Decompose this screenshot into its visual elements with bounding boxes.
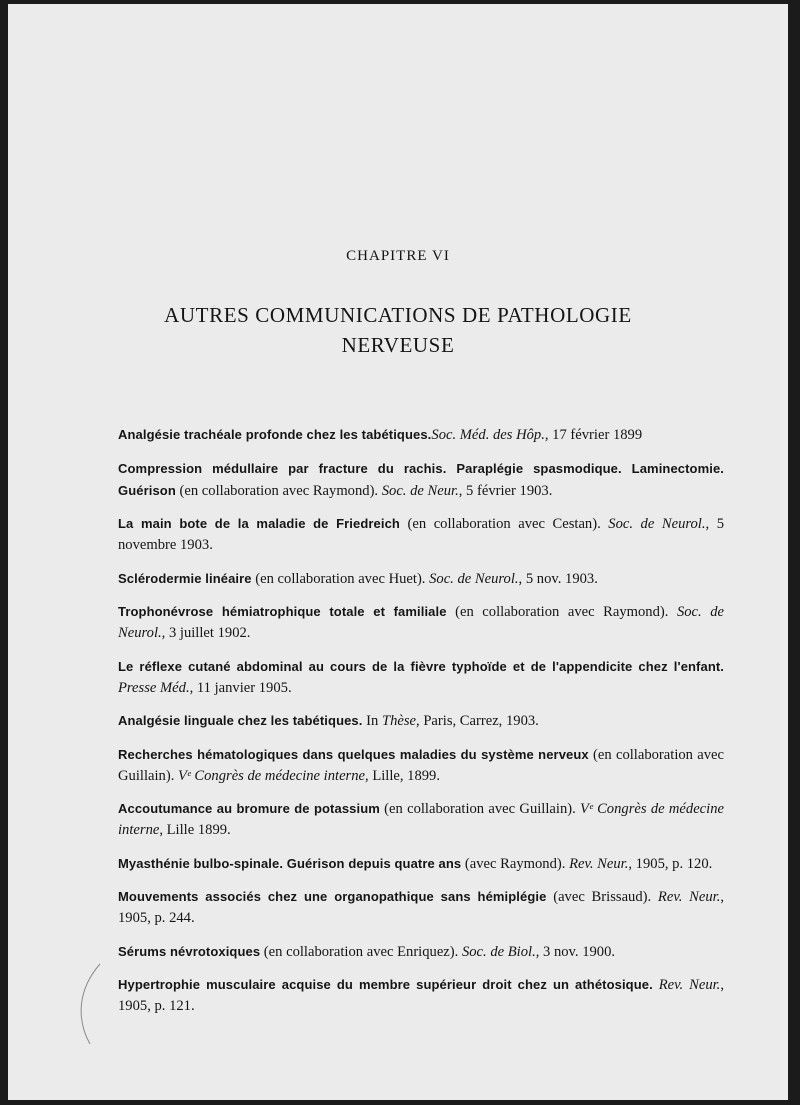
bibliography-entry — [118, 744, 724, 787]
entry-date: , 5 novembre 1903. — [118, 516, 725, 553]
entry-date: , 3 juillet 1902. — [161, 625, 251, 641]
bibliography-entry — [118, 798, 724, 841]
entry-publication: Rev. Neur. — [658, 977, 721, 993]
bibliography-entry — [118, 656, 724, 699]
entry-details: (avec Raymond). — [461, 855, 570, 872]
entry-details: In — [362, 713, 382, 729]
entry-date: , 5 nov. 1903. — [518, 570, 598, 587]
entry-publication: Soc. Méd. des Hôp. — [431, 427, 545, 443]
chapter-label: CHAPITRE VI — [346, 248, 450, 264]
chapter-title-line-1: AUTRES COMMUNICATIONS DE PATHOLOGIE — [164, 303, 632, 327]
entry-title: Compression médullaire par fracture du rachis. Paraplégie spasmodique. Laminectomie. Guérison — [118, 460, 724, 498]
bibliography-entry — [118, 601, 724, 644]
bibliography-entry — [118, 853, 724, 875]
entry-date: , 1905, p. 120. — [628, 855, 713, 872]
entry-date: , Lille 1899. — [159, 822, 231, 838]
entry-title: Accoutumance au bromure de potassium — [118, 801, 380, 816]
entry-details: (en collaboration avec Raymond). — [446, 604, 677, 620]
entry-publication: Soc. de Neurol. — [118, 604, 724, 641]
entry-title: Analgésie trachéale profonde chez les tabétiques. — [118, 427, 432, 442]
entry-publication: Soc. de Biol. — [461, 943, 536, 960]
entry-date: , 11 janvier 1905. — [189, 679, 292, 696]
entry-date: , 3 nov. 1900. — [535, 943, 616, 960]
entry-title: Le réflexe cutané abdominal au cours de la fièvre typhoïde et de l'appendicite chez l'enfant. — [118, 658, 724, 674]
entry-details: (en collaboration avec Enriquez). — [260, 943, 462, 960]
entry-publication: Rev. Neur. — [569, 855, 629, 872]
book-page — [8, 4, 788, 1100]
entry-title: Mouvements associés chez une organopathique sans hémiplégie — [118, 889, 547, 904]
bibliography-entry — [118, 568, 724, 590]
page-edge-mark — [70, 959, 110, 1049]
entry-publication: Rev. Neur. — [657, 889, 721, 905]
entry-title: Recherches hématologiques dans quelques maladies du système nerveux — [118, 746, 589, 762]
entry-details: (en collaboration avec Guillain). — [118, 746, 724, 784]
bibliography-entry — [118, 886, 724, 929]
bibliography-entry — [118, 458, 724, 502]
bibliography-entry — [118, 974, 724, 1017]
entry-title: Hypertrophie musculaire acquise du membre supérieur droit chez un athétosique. — [118, 977, 653, 992]
entry-title: La main bote de la maladie de Friedreich — [118, 516, 400, 531]
entry-title: Sérums névrotoxiques — [118, 943, 261, 959]
entry-details: (en collaboration avec Raymond). — [175, 482, 382, 499]
entry-date: , 5 février 1903. — [458, 482, 553, 499]
bibliography-entry — [118, 710, 724, 732]
entry-date: , Paris, Carrez, 1903. — [416, 713, 539, 729]
entry-publication: Soc. de Neur. — [381, 482, 459, 499]
entry-publication: Presse Méd. — [118, 679, 190, 696]
entry-title: Myasthénie bulbo-spinale. Guérison depuis quatre ans — [118, 855, 462, 871]
entry-date: , 17 février 1899 — [544, 427, 643, 443]
entry-details: (avec Brissaud). — [546, 889, 658, 905]
bibliography-entry — [118, 513, 724, 556]
entry-date: , 1905, p. 121. — [118, 977, 724, 1014]
entry-details: (en collaboration avec Guillain). — [379, 801, 581, 817]
entry-details: (en collaboration avec Huet). — [251, 570, 430, 587]
entry-publication: Vᵉ Congrès de médecine interne — [118, 801, 724, 838]
bibliography-entry — [118, 424, 724, 446]
communications-list — [118, 424, 724, 1029]
chapter-title — [8, 300, 788, 360]
entry-title: Analgésie linguale chez les tabétiques. — [118, 713, 363, 728]
entry-publication: Thèse — [381, 713, 417, 729]
entry-title: Trophonévrose hémiatrophique totale et familiale — [118, 604, 447, 619]
entry-title: Sclérodermie linéaire — [118, 570, 252, 586]
bibliography-entry — [118, 941, 724, 963]
chapter-title-line-2: NERVEUSE — [341, 333, 455, 357]
entry-details: (en collaboration avec Cestan). — [399, 516, 609, 532]
entry-date: , 1905, p. 244. — [118, 889, 724, 926]
entry-date: , Lille, 1899. — [365, 767, 441, 784]
entry-publication: Soc. de Neurol. — [429, 570, 519, 587]
entry-publication: Vᵉ Congrès de médecine interne — [178, 767, 366, 784]
entry-publication: Soc. de Neurol. — [608, 516, 706, 532]
